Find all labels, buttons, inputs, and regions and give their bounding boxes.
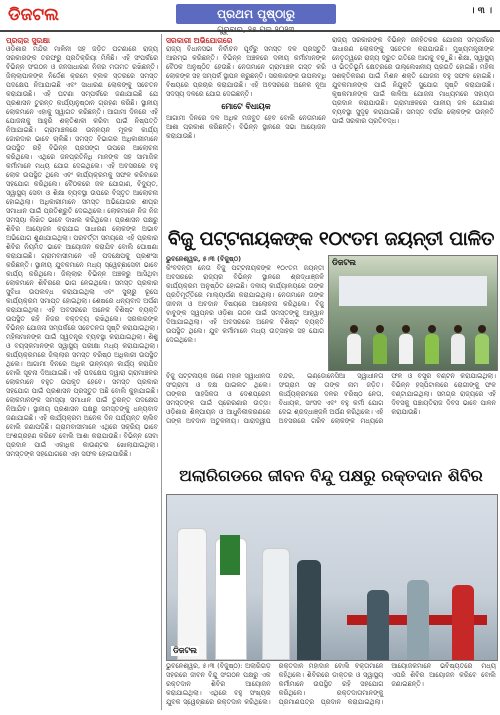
blood-donation-photo: [166, 494, 498, 661]
section-banner: ପ୍ରଥମ ପୃଷ୍ଠାରୁ: [176, 4, 336, 24]
person-head: [402, 325, 410, 333]
photo-watermark: ଡିଜଟଲ: [332, 258, 356, 267]
middle-article-body: ରାଜ୍ୟ ବିଧାନସଭା ନିର୍ବାଚନ ପୂର୍ବରୁ ସମସ୍ତ ଦଳ ପ୍ରସ୍ତୁତି ଆରମ୍ଭ କରିଛନ୍ତି। ବିଭିନ୍ନ ଅଞ୍ଚଳରେ ଦଳୀୟ କର୍ମୀମାନଙ୍କ ବୈଠକ ଅନୁଷ୍ଠିତ ହେଉଛି। ନେତାମାନେ ଗ୍ରାମାଞ୍ଚଳ ଗସ୍ତ କରି ଲୋକଙ୍କ ସହ ସମ୍ପର୍କ ସ୍ଥାପନ କରୁଛନ୍ତି। ସରକାରଙ୍କ ଉପଲବ୍ଧି ବିଷୟରେ ପ୍ରଚାର କରାଯାଉଛି। ଏହି ଅବସରରେ ଅନେକ ନୂଆ ସଦସ୍ୟ ଦଳରେ ଯୋଗ ଦେଇଛନ୍ତି।: [166, 45, 326, 98]
right-article-body: ରାଜ୍ୟ ସରକାରଙ୍କ ବିଭିନ୍ନ ଜନହିତକର ଯୋଜନା ସମ୍ପର୍କରେ ସାଧାରଣ ଲୋକଙ୍କୁ ସଚେତନ କରାଯାଉଛି। ମୁଖ୍ୟମନ୍ତ୍ରୀଙ୍କ ନେତୃତ୍ୱରେ ରାଜ୍ୟ ଦ୍ରୁତ ଗତିରେ ଆଗକୁ ବଢ଼ୁଛି। ଶିକ୍ଷା, ସ୍ୱାସ୍ଥ୍ୟ ଓ ଭିତ୍ତିଭୂମି କ୍ଷେତ୍ରରେ ଉଲ୍ଲେଖନୀୟ ପ୍ରଗତି ହୋଇଛି। ମହିଳା ସଶକ୍ତିକରଣ ପାଇଁ ମିଶନ ଶକ୍ତି ଯୋଜନା ବହୁ ସଫଳ ହୋଇଛି। ଯୁବକମାନଙ୍କ ପାଇଁ ନିଯୁକ୍ତି ସୁଯୋଗ ସୃଷ୍ଟି କରାଯାଉଛି। କୃଷକମାନଙ୍କ ପାଇଁ କାଳିଆ ଯୋଜନା ମାଧ୍ୟମରେ ସହାୟତା ପ୍ରଦାନ କରାଯାଉଛି। ଗ୍ରାମାଞ୍ଚଳରେ ପାନୀୟ ଜଳ ଯୋଗାଣ ବ୍ୟବସ୍ଥା ସୁଦୃଢ଼ କରାଯାଇଛି। ସମସ୍ତ ବର୍ଗର ଲୋକଙ୍କ ଉନ୍ନତି ପାଇଁ ସରକାର ପ୍ରତିବଦ୍ଧ।: [332, 36, 494, 125]
person-figure: [425, 334, 439, 364]
left-article-body: ଓଡ଼ିଶାର ମନ୍ଦିର ମାଳିନୀ ସହ ଜଡ଼ିତ ଘଟଣାରେ ରାଜ୍ୟ ସରକାରଙ୍କ ତରଫରୁ ପ୍ରତିକ୍ରିୟା ମିଳିଛି। ଏହି ସଂପର୍କରେ ବିଭିନ୍ନ ସଂଗଠନ ଓ ଜନସାଧାରଣ ନିଜର ମତାମତ ରଖିଛନ୍ତି। ଜିଲ୍ଲାପାଳଙ୍କ ନିର୍ଦ୍ଦେଶ କ୍ରମେ ବ୍ଲକ ସ୍ତରରେ ସମସ୍ତ ପଦକ୍ଷେପ ନିଆଯାଇଛି ଏବଂ ସାଧାରଣ ଲୋକଙ୍କୁ ସଚେତନ କରାଯାଉଛି। ଏହି ଘଟଣା ସମ୍ପର୍କରେ ଜଣାଯାଇଛି ଯେ ପ୍ରଶାସନ ତୁରନ୍ତ କାର୍ଯ୍ୟାନୁଷ୍ଠାନ ଗ୍ରହଣ କରିଛି। ସ୍ଥାନୀୟ ଲୋକମାନେ ଏହାକୁ ସ୍ୱାଗତ କରିଛନ୍ତି। ଆଗାମୀ ଦିନରେ ଏହି ଯୋଜନାକୁ ଆହୁରି ଶକ୍ତିଶାଳୀ କରିବା ପାଇଁ ନିଷ୍ପତ୍ତି ନିଆଯାଇଛି। ଗ୍ରାମାଞ୍ଚଳରେ ଉନ୍ନୟନ ମୂଳକ କାର୍ଯ୍ୟ ଜୋରଦାର ଭାବେ ଚାଲିଛି। ସମସ୍ତ ବିଭାଗର ଅଧିକାରୀମାନେ ଉପସ୍ଥିତ ରହି ବିଭିନ୍ନ ପ୍ରସଙ୍ଗ ଉପରେ ଆଲୋଚନା କରିଥିଲେ। ଏଥିରେ ଜନପ୍ରତିନିଧି ମାନଙ୍କ ସହ ସାମାଜିକ କର୍ମୀମାନେ ମଧ୍ୟ ଯୋଗ ଦେଇଥିଲେ। ଏହି ଅବସରରେ ବହୁ ଲୋକ ଉପସ୍ଥିତ ଥିଲେ ଏବଂ କାର୍ଯ୍ୟକ୍ରମକୁ ସଫଳ କରିବାରେ ସହଯୋଗ କରିଥିଲେ। ବୈଠକରେ ଜଳ ଯୋଗାଣ, ବିଦ୍ୟୁତ, ସ୍ୱାସ୍ଥ୍ୟ ସେବା ଓ ଶିକ୍ଷା ବ୍ୟବସ୍ଥା ଉପରେ ବିସ୍ତୃତ ଆଲୋଚନା ହୋଇଥିଲା। ଅଧିକାରୀମାନେ ସମସ୍ତ ଅଭିଯୋଗର ଶୀଘ୍ର ସମାଧାନ ପାଇଁ ପ୍ରତିଶ୍ରୁତି ଦେଇଥିଲେ। ଲୋକମାନେ ନିଜ ନିଜ ସମସ୍ୟା ଲିଖିତ ଭାବେ ଦାଖଲ କରିଥିଲେ। ପ୍ରଶାସନ ପକ୍ଷରୁ ଶିବିର ଆୟୋଜନ କରାଯାଇ ସାଧାରଣ ଲୋକଙ୍କ ଅଭାବ ଅଭିଯୋଗ ଶୁଣାଯାଇଥିଲା। ପରବର୍ତ୍ତୀ ସମୟରେ ଏହି ପ୍ରକାର ଶିବିର ନିୟମିତ ଭାବେ ଆୟୋଜନ କରାଯିବ ବୋଲି ଘୋଷଣା କରାଯାଇଛି। ଗ୍ରାମବାସୀମାନେ ଏହି ପଦକ୍ଷେପକୁ ପ୍ରଶଂସା କରିଛନ୍ତି। ସ୍ଥାନୀୟ ଯୁବକମାନେ ମଧ୍ୟ ସ୍ୱେଚ୍ଛାସେବୀ ଭାବେ କାର୍ଯ୍ୟ କରିଥିଲେ। ଜିଲ୍ଲାର ବିଭିନ୍ନ ଅଞ୍ଚଳରୁ ଆସିଥିବା ଲୋକମାନେ ଶିବିରରେ ଭାଗ ନେଇଥିଲେ। ସମସ୍ତ ପ୍ରକାର ସୁବିଧା ଉପଲବ୍ଧ କରାଯାଇଥିଲା ଏବଂ ସୁଚାରୁ ରୂପେ କାର୍ଯ୍ୟକ୍ରମ ସମାପ୍ତ ହୋଇଥିଲା। ଶେଷରେ ଧନ୍ୟବାଦ ଅର୍ପଣ କରାଯାଇଥିଲା। ଏହି ଅବସରରେ ଅନେକ ବିଶିଷ୍ଟ ବ୍ୟକ୍ତି ଉପସ୍ଥିତ ରହି ନିଜର ବକ୍ତବ୍ୟ ରଖିଥିଲେ। ସରକାରଙ୍କ ବିଭିନ୍ନ ଯୋଜନା ସମ୍ପର୍କରେ ସଚେତନତା ସୃଷ୍ଟି କରାଯାଇଥିଲା। ମହିଳାମାନଙ୍କ ପାଇଁ ସ୍ୱତନ୍ତ୍ର ବ୍ୟବସ୍ଥା କରାଯାଇଥିଲା। ଶିଶୁ ଓ ବୟସ୍କମାନଙ୍କ ସ୍ୱାସ୍ଥ୍ୟ ପରୀକ୍ଷା ମଧ୍ୟ କରାଯାଇଥିଲା। କାର୍ଯ୍ୟକ୍ରମରେ ଜିଲ୍ଲାର ସମସ୍ତ ବରିଷ୍ଠ ଅଧିକାରୀ ଉପସ୍ଥିତ ଥିଲେ। ଆଗାମୀ ଦିନରେ ଅଧିକ ଉନ୍ନୟନ କାର୍ଯ୍ୟ କରାଯିବ ବୋଲି ସୂଚନା ଦିଆଯାଇଛି। ଏହି ପଦକ୍ଷେପ ଦ୍ୱାରା ଗ୍ରାମାଞ୍ଚଳର ଲୋକମାନେ ବହୁତ ଉପକୃତ ହେବେ। ସମସ୍ତ ପ୍ରକାର ସହଯୋଗ ପାଇଁ ପ୍ରଶାସନ ପ୍ରସ୍ତୁତ ଅଛି ବୋଲି କୁହାଯାଇଛି। ଲୋକମାନଙ୍କ ସମସ୍ୟା ସମାଧାନ ପାଇଁ ତୁରନ୍ତ ପଦକ୍ଷେପ ନିଆଯିବ। ସ୍ଥାନୀୟ ପ୍ରଶାସନ ପକ୍ଷରୁ ସମସ୍ତଙ୍କୁ ଧନ୍ୟବାଦ ଜଣାଯାଇଛି। ଏହି କାର୍ଯ୍ୟକ୍ରମ ଅନେକ ଦିନ ପର୍ଯ୍ୟନ୍ତ ଚାଲିବ ବୋଲି ଜଣାପଡ଼ିଛି। ଗ୍ରାମବାସୀମାନେ ଏଥିରେ ସକ୍ରିୟ ଭାବେ ଅଂଶଗ୍ରହଣ କରିବେ ବୋଲି ଆଶା କରାଯାଉଛି। ବିଭିନ୍ନ ସେବା ପ୍ରଦାନ ପାଇଁ ଏକାଧିକ କାଉଣ୍ଟର ଖୋଲାଯାଇଥିଲା। ସମସ୍ତଙ୍କ ସହଯୋଗରେ ଏହା ସଫଳ ହୋଇପାରିଛି।: [6, 45, 158, 458]
left-column-article: [6, 36, 158, 708]
masthead: [0, 0, 500, 32]
right-top-article: [332, 36, 494, 206]
second-headline: ଅଲାରିଗଡରେ ଜୀବନ ବିନ୍ଦୁ ପକ୍ଷରୁ ରକ୍ତଦାନ ଶିବିର: [179, 466, 483, 485]
person-head: [376, 325, 384, 333]
person-figure: [347, 334, 361, 364]
main-headline: ବିଜୁ ପଟ୍ଟନାୟକଙ୍କ ୧୦୯ତମ ଜୟନ୍ତୀ ପାଳିତ: [167, 228, 495, 250]
person-head: [350, 325, 358, 333]
green-stole: [220, 535, 240, 575]
second-story: [166, 662, 496, 710]
middle-subheading: ମୋଟେ ବିଧାୟକ: [221, 102, 271, 111]
middle-top-article: [166, 36, 326, 206]
person-figure: [367, 590, 389, 660]
issue-date: ଗୁରୁବାର, ୨୫ ମଇ ୨୦୨୩: [217, 25, 295, 34]
main-story-body: କିଂବଦନ୍ତୀ ନେତା ବିଜୁ ପଟ୍ଟନାୟକଙ୍କ ୧୦୯ତମ ଜୟନ୍ତୀ ଅବସରରେ ରାଜ୍ୟର ବିଭିନ୍ନ ସ୍ଥାନରେ ଶ୍ରଦ୍ଧାଞ୍ଜଳି କାର୍ଯ୍ୟକ୍ରମ ଅନୁଷ୍ଠିତ ହୋଇଛି। ଦଳୀୟ କାର୍ଯ୍ୟାଳୟରେ ତାଙ୍କ ପ୍ରତିମୂର୍ତ୍ତିରେ ମାଲ୍ୟାର୍ପଣ କରାଯାଇଥିଲା। ନେତାମାନେ ତାଙ୍କ ଜୀବନୀ ଓ ଅବଦାନ ବିଷୟରେ ଆଲୋଚନା କରିଥିଲେ। ବିଜୁ ବାବୁଙ୍କ ସ୍ୱପ୍ନର ଓଡ଼ିଶା ଗଠନ ପାଇଁ ସମସ୍ତଙ୍କୁ ଆହ୍ୱାନ ଦିଆଯାଇଥିଲା। ଏହି ଅବସରରେ ଅନେକ ବିଶିଷ୍ଟ ବ୍ୟକ୍ତି ଉପସ୍ଥିତ ଥିଲେ। ଯୁବ କର୍ମୀମାନେ ମଧ୍ୟ ଉତ୍ସାହର ସହ ଯୋଗ ଦେଇଥିଲେ।: [166, 264, 324, 344]
main-story-dateline: ଭୁବନେଶ୍ୱର, ୫।୩ (ବିଜୁଷ୍ଠ): [166, 255, 242, 263]
jayanti-event-photo: [328, 255, 498, 371]
stage-backdrop: [339, 276, 487, 306]
middle-sub-body: ଆଗାମୀ ଦିନରେ ଦଳ ଅଧିକ ମଜବୁତ ହେବ ବୋଲି ନେତାମାନେ ଆଶା ପ୍ରକାଶ କରିଛନ୍ତି। ବିଭିନ୍ନ ସ୍ଥାନରେ ସଭା ଆୟୋଜନ କରାଯାଉଛି।: [166, 114, 326, 140]
main-story-continued: [166, 372, 496, 462]
newspaper-logo: ଡିଜଟଲ: [8, 5, 59, 25]
column-divider: [161, 34, 162, 710]
person-figure: [475, 334, 489, 364]
person-figure: [452, 585, 474, 660]
person-figure: [297, 560, 321, 660]
person-figure: [399, 334, 413, 364]
person-figure: [407, 580, 429, 660]
person-figure: [373, 334, 387, 364]
page-number: । ୩ ।: [470, 6, 492, 16]
person-figure: [451, 334, 465, 364]
left-article-heading: ପ୍ରଚାର ସୁରକ୍ଷା: [6, 36, 50, 45]
person-head: [428, 325, 436, 333]
main-story-cont-body: ବିଜୁ ପଟ୍ଟନାୟକ ଜଣେ ମହାନ ସ୍ୱାଧୀନତା ସଂଗ୍ରାମୀ ଓ ଦକ୍ଷ ପାଇଲଟ ଥିଲେ। ତାଙ୍କର ସାହସିକତା ଓ ଦେଶପ୍ରେମ ସମସ୍ତଙ୍କ ପାଇଁ ପ୍ରେରଣାର ଉତ୍ସ। ଓଡ଼ିଶାର ଶିଳ୍ପାୟନ ଓ ଆଧୁନିକୀକରଣରେ ତାଙ୍କ ଅବଦାନ ଅତୁଳନୀୟ। ପାରାଦ୍ୱୀପ ବନ୍ଦର, ଇଣ୍ଡୋନେସିଆ ସ୍ୱାଧୀନତା ସଂଗ୍ରାମ ସହ ତାଙ୍କ ନାମ ଜଡ଼ିତ। କାର୍ଯ୍ୟକ୍ରମରେ ଦଳର ବରିଷ୍ଠ ନେତା, ବିଧାୟକ, ସାଂସଦ ଏବଂ ବହୁ କର୍ମୀ ଯୋଗ ଦେଇ ଶ୍ରଦ୍ଧାଞ୍ଜଳି ଅର୍ପଣ କରିଥିଲେ। ଏହି ଅବସରରେ ଗରିବ ଲୋକଙ୍କ ମଧ୍ୟରେ ଫଳ ଓ ବସ୍ତ୍ର ବଣ୍ଟନ କରାଯାଇଥିଲା। ବିଭିନ୍ନ ହସ୍ପିଟାଲରେ ରୋଗୀଙ୍କୁ ଫଳ ବଣ୍ଟାଯାଇଥିଲା। ସମଗ୍ର ରାଜ୍ୟରେ ଏହି ଦିବସକୁ ପଞ୍ଚାୟତିରାଜ ଦିବସ ଭାବେ ପାଳନ କରାଯାଉଛି।: [166, 372, 496, 425]
second-story-body: ଭୁବନେଶ୍ୱର, ୫।୩ (ବିଜୁଷ୍ଠ): ଅଲାରିଗଡ଼ ସହରରେ ଜୀବନ ବିନ୍ଦୁ ସଂଗଠନ ପକ୍ଷରୁ ଏକ ରକ୍ତଦାନ ଶିବିର ଆୟୋଜନ କରାଯାଇଥିଲା। ଏଥିରେ ବହୁ ସଂଖ୍ୟକ ଯୁବକ ସ୍ୱେଚ୍ଛାରେ ରକ୍ତଦାନ କରିଥିଲେ। ରକ୍ତଦାନ ମହାଦାନ ବୋଲି ବକ୍ତାମାନେ କହିଥିଲେ। ଶିବିରରେ ଡାକ୍ତର ଓ ସ୍ୱାସ୍ଥ୍ୟ କର୍ମୀମାନେ ଉପସ୍ଥିତ ରହି ସହଯୋଗ କରିଥିଲେ। ରକ୍ତଦାତାମାନଙ୍କୁ ପ୍ରମାଣପତ୍ର ପ୍ରଦାନ କରାଯାଇଥିଲା। ଆୟୋଜକମାନେ ଭବିଷ୍ୟତରେ ମଧ୍ୟ ଏପରି ଶିବିର ଆୟୋଜନ କରିବେ ବୋଲି ଜଣାଇଛନ୍ତି।: [166, 662, 496, 706]
person-figure: [177, 528, 207, 660]
person-figure: [262, 548, 290, 660]
person-head: [454, 325, 462, 333]
photo-watermark: ଡିଜଟଲ: [173, 646, 197, 655]
middle-article-heading: ସରକାରୀ ଅଭିଯୋଗରେ: [166, 36, 233, 45]
person-head: [478, 325, 486, 333]
